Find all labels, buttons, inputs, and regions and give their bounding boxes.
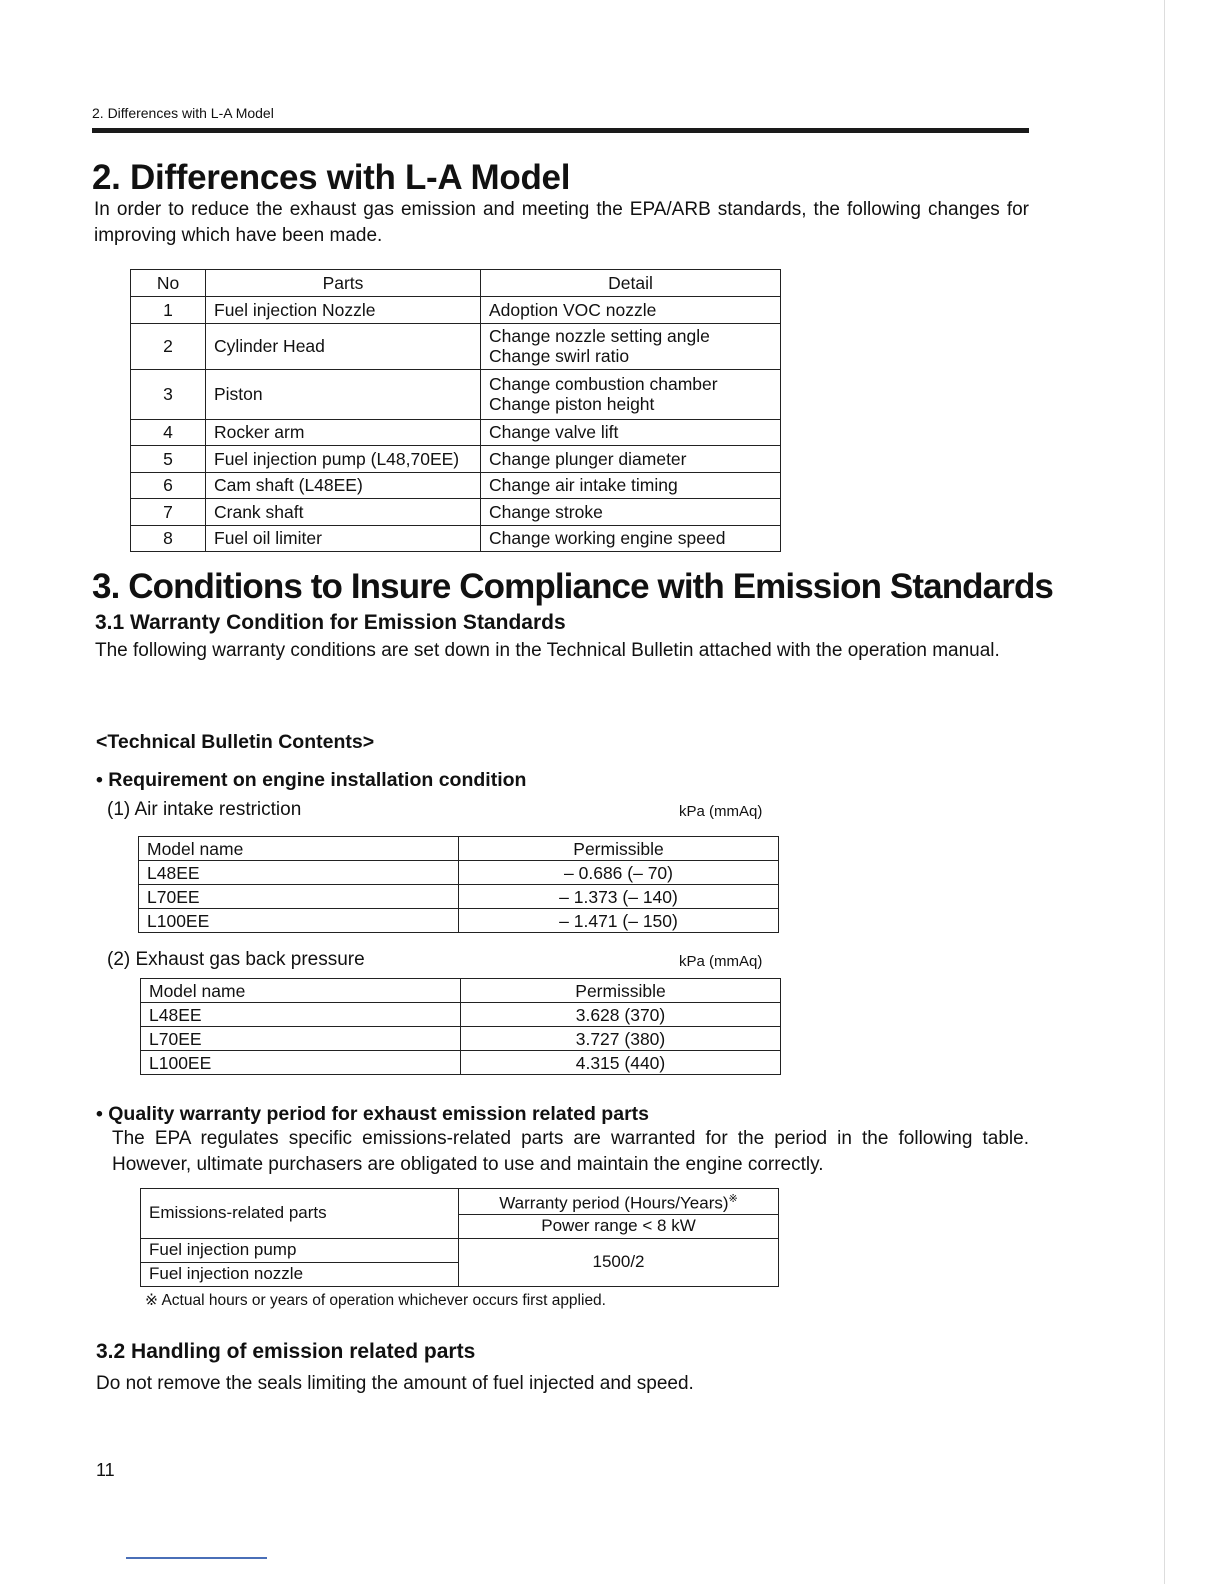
header-parts: Parts: [206, 270, 481, 297]
table-row: [131, 525, 781, 552]
section2-intro: In order to reduce the exhaust gas emission and meeting the EPA/ARB standards, the following changes for improving which have been made.: [94, 199, 1029, 246]
row-no: 1: [131, 297, 206, 324]
section3-2-text: Do not remove the seals limiting the amount of fuel injected and speed.: [96, 1373, 694, 1394]
row-detail: [481, 323, 781, 369]
page-edge-line: [1164, 0, 1165, 1584]
warranty-value: 1500/2: [459, 1238, 779, 1286]
row-part: Cam shaft (L48EE): [206, 472, 481, 499]
model-name: L100EE: [139, 909, 459, 933]
table-row: [131, 446, 781, 473]
header-detail: Detail: [481, 270, 781, 297]
row-part: Crank shaft: [206, 499, 481, 526]
row-part: Fuel injection Nozzle: [206, 297, 481, 324]
row-detail: [481, 499, 781, 526]
table-row: [131, 297, 781, 324]
detail-line: Change air intake timing: [489, 475, 678, 496]
row-part: Cylinder Head: [206, 323, 481, 369]
detail-line: Change combustion chamber: [489, 374, 718, 394]
quality-heading: • Quality warranty period for exhaust emission related parts: [96, 1103, 649, 1125]
row-no: 8: [131, 525, 206, 552]
header-permissible: Permissible: [459, 837, 779, 861]
air-intake-table: [138, 836, 779, 933]
warranty-col1: Emissions-related parts: [141, 1189, 459, 1239]
warranty-col2-text: Warranty period (Hours/Years): [499, 1193, 729, 1213]
row-detail: [481, 297, 781, 324]
warranty-col2: [459, 1189, 779, 1215]
model-name: L70EE: [141, 1027, 461, 1051]
permissible-value: 3.727 (380): [461, 1027, 781, 1051]
table-row: [139, 861, 779, 885]
warranty-power-range: Power range < 8 kW: [459, 1214, 779, 1238]
permissible-value: 3.628 (370): [461, 1003, 781, 1027]
reference-mark: ※: [728, 1193, 738, 1205]
requirement-heading-text: Requirement on engine installation condition: [108, 769, 527, 791]
section3-title: 3. Conditions to Insure Compliance with Emission Standards: [92, 567, 1053, 606]
page-number: 11: [96, 1460, 115, 1480]
row-detail: [481, 419, 781, 446]
permissible-value: – 1.373 (– 140): [459, 885, 779, 909]
table-row: [141, 1051, 781, 1075]
table-row: [131, 472, 781, 499]
detail-line: Change working engine speed: [489, 528, 726, 549]
row-no: 3: [131, 369, 206, 419]
row-part: Piston: [206, 369, 481, 419]
header-permissible: Permissible: [461, 979, 781, 1003]
differences-table: [130, 269, 781, 552]
detail-line: Change nozzle setting angle: [489, 326, 710, 346]
row-detail: [481, 369, 781, 419]
section3-2-title: 3.2 Handling of emission related parts: [96, 1340, 476, 1363]
detail-line: Change stroke: [489, 501, 603, 522]
row-no: 2: [131, 323, 206, 369]
header-model: Model name: [139, 837, 459, 861]
warranty-table: [140, 1188, 779, 1287]
row-detail: [481, 446, 781, 473]
header-rule: [92, 128, 1029, 133]
row-no: 7: [131, 499, 206, 526]
row-detail: [481, 472, 781, 499]
row-part: Fuel injection pump (L48,70EE): [206, 446, 481, 473]
section2-title: 2. Differences with L-A Model: [92, 158, 571, 197]
detail-line: Change valve lift: [489, 422, 619, 443]
row-no: 5: [131, 446, 206, 473]
exhaust-unit: kPa (mmAq): [679, 953, 763, 970]
permissible-value: 4.315 (440): [461, 1051, 781, 1075]
exhaust-label: (2) Exhaust gas back pressure: [107, 949, 365, 970]
header-no: No: [131, 270, 206, 297]
section3-1-text: The following warranty conditions are set down in the Technical Bulletin attached with the operation manual.: [95, 640, 1000, 661]
permissible-value: – 1.471 (– 150): [459, 909, 779, 933]
table-row: [139, 885, 779, 909]
table-row: [131, 369, 781, 419]
detail-line: Change swirl ratio: [489, 346, 630, 366]
row-part: Fuel oil limiter: [206, 525, 481, 552]
model-name: L70EE: [139, 885, 459, 909]
blue-underline: [126, 1557, 267, 1559]
bulletin-heading: <Technical Bulletin Contents>: [96, 731, 375, 753]
table-row: [139, 909, 779, 933]
air-intake-unit: kPa (mmAq): [679, 803, 763, 820]
detail-line: Adoption VOC nozzle: [489, 299, 657, 320]
header-model: Model name: [141, 979, 461, 1003]
detail-line: Change plunger diameter: [489, 448, 687, 469]
air-intake-label: (1) Air intake restriction: [107, 799, 302, 820]
quality-heading-text: Quality warranty period for exhaust emission related parts: [108, 1103, 649, 1125]
model-name: L48EE: [141, 1003, 461, 1027]
row-detail: [481, 525, 781, 552]
model-name: L100EE: [141, 1051, 461, 1075]
row-no: 6: [131, 472, 206, 499]
model-name: L48EE: [139, 861, 459, 885]
table-row: [131, 323, 781, 369]
table-row: [141, 1003, 781, 1027]
table-row: [141, 1027, 781, 1051]
table-row: [131, 419, 781, 446]
exhaust-table: [140, 978, 781, 1075]
quality-text: The EPA regulates specific emissions-related parts are warranted for the period in the following table. However, ultimate purchasers are obligated to use and maintain the engine correctly.: [112, 1128, 1029, 1175]
permissible-value: – 0.686 (– 70): [459, 861, 779, 885]
detail-line: Change piston height: [489, 394, 655, 414]
row-part: Rocker arm: [206, 419, 481, 446]
running-header: 2. Differences with L-A Model: [92, 105, 274, 121]
warranty-part: Fuel injection nozzle: [141, 1262, 459, 1286]
requirement-heading: • Requirement on engine installation condition: [96, 769, 527, 791]
warranty-footnote: ※ Actual hours or years of operation whichever occurs first applied.: [145, 1292, 606, 1309]
warranty-part: Fuel injection pump: [141, 1238, 459, 1262]
section3-1-title: 3.1 Warranty Condition for Emission Standards: [95, 611, 566, 634]
row-no: 4: [131, 419, 206, 446]
table-row: [131, 499, 781, 526]
